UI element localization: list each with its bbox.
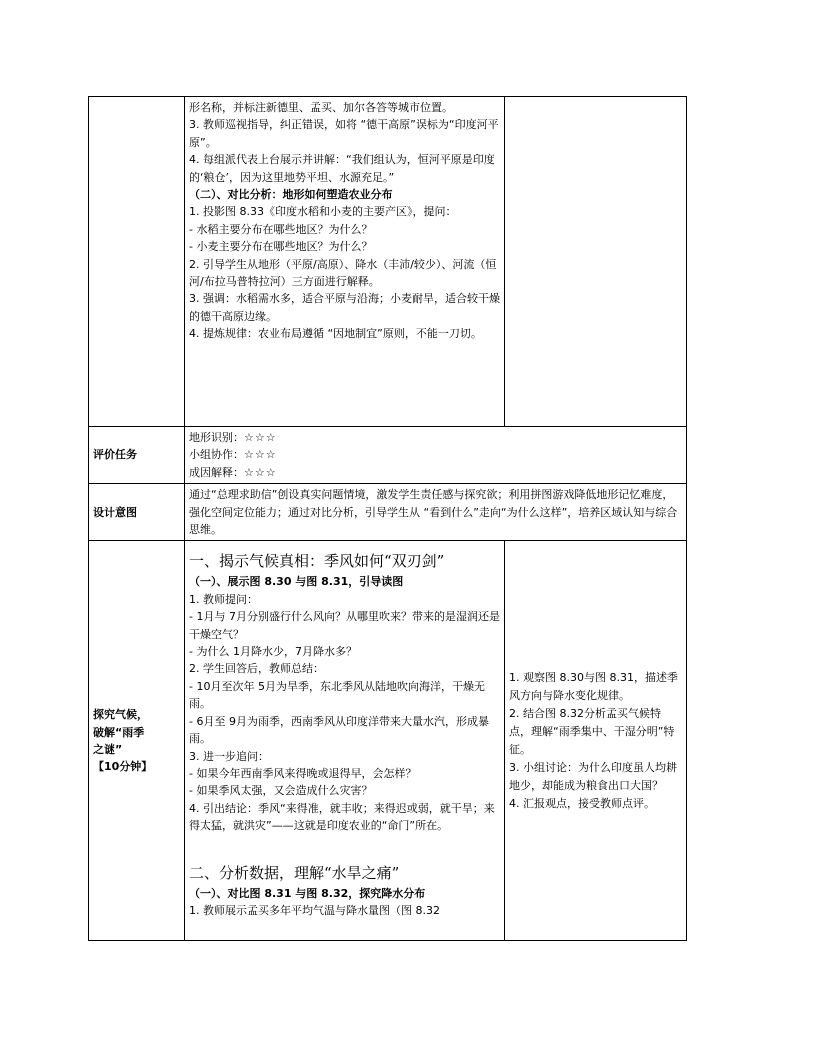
list-item: 3. 强调：水稻需水多，适合平原与沿海；小麦耐旱，适合较干燥的德干高原边缘。 [189,292,500,323]
row-label: 评价任务 [93,448,137,462]
lesson-plan-table [88,96,687,941]
list-item: 2. 引导学生从地形（平原/高原）、降水（丰沛/较少）、河流（恒河/布拉马普特拉河）三方面进行解释。 [189,257,497,289]
design-intent-cell [185,484,687,541]
evaluation-name: 地形识别： [189,431,244,444]
time-label: 【10分钟】 [93,760,153,774]
list-item: - 水稻主要分布在哪些地区？为什么？ [189,222,373,236]
row-label: 设计意图 [93,505,137,519]
teacher-activity-cell [185,541,505,941]
row-label: 探究气候， [93,708,148,722]
section-title: 二、分析数据，理解“水旱之痛” [189,863,400,882]
list-item: 4. 提炼规律：农业布局遵循 “因地制宜”原则，不能一刀切。 [189,327,482,341]
list-item: 2. 学生回答后，教师总结： [189,662,324,676]
section-title: 一、揭示气候真相：季风如何“双刃剑” [189,552,445,571]
star-rating: ☆☆☆ [244,448,277,462]
list-item: - 小麦主要分布在哪些地区？为什么？ [189,240,373,254]
table-row [89,97,687,427]
row-label-cell [89,541,185,941]
table-row [89,484,687,541]
table-row [89,541,687,941]
list-item: - 为什么 1月降水少，7月降水多？ [189,645,357,659]
list-item: 2. 结合图 8.32分析孟买气候特点，理解“雨季集中、干湿分明”特征。 [509,706,675,756]
student-activity-cell [505,97,687,427]
spacer [189,835,500,855]
list-item: 1. 教师提问： [189,592,258,606]
evaluation-cell [185,427,687,484]
evaluation-name: 成因解释： [189,465,244,479]
row-label: 之谜” [93,742,123,756]
list-item: 4. 汇报观点，接受教师点评。 [509,796,655,810]
paragraph: 通过“总理求助信”创设真实问题情境，激发学生责任感与探究欲；利用拼图游戏降低地形记忆难度，强化空间定位能力；通过对比分析，引导学生从 “看到什么”走向“为什么这样”，培养区域认知与综合思维。 [189,488,678,537]
row-label-cell [89,484,185,541]
section-heading: （一）、对比图 8.31 与图 8.32，探究降水分布 [189,886,426,900]
star-rating: ☆☆☆ [244,431,277,444]
list-item: - 如果季风太强，又会造成什么灾害？ [189,784,373,798]
table-row [89,427,687,484]
evaluation-item [189,446,682,463]
row-label-cell [89,97,185,427]
row-label-cell [89,427,185,484]
paragraph: 形名称，并标注新德里、孟买、加尔各答等城市位置。 [189,101,453,114]
teacher-activity-cell [185,97,505,427]
evaluation-name: 小组协作： [189,448,244,462]
student-activity-cell [505,541,687,941]
list-item: 1. 投影图 8.33《印度水稻和小麦的主要产区》，提问： [189,205,457,219]
star-rating: ☆☆☆ [244,465,277,479]
list-item: 1. 观察图 8.30与图 8.31，描述季风方向与降水变化规律。 [509,670,678,702]
evaluation-item [189,429,682,446]
list-item: - 6月至 9月为雨季，西南季风从印度洋带来大量水汽，形成暴雨。 [189,714,489,746]
list-item: 1. 教师展示孟买多年平均气温与降水量图（图 8.32 [189,903,440,917]
row-label: 破解“雨季 [93,725,145,739]
paragraph: 4. 每组派代表上台展示并讲解：“我们组认为，恒河平原是印度的‘粮仓’，因为这里地势平坦、水源充足。” [189,153,495,184]
evaluation-item [189,464,682,481]
list-item: - 1月与 7月分别盛行什么风向？从哪里吹来？带来的是湿润还是干燥空气？ [189,610,500,641]
list-item: 4. 引出结论：季风“来得准，就丰收；来得迟或弱，就干旱；来得太猛，就洪灾”——这就是印度农业的“命门”所在。 [189,801,495,833]
list-item: 3. 小组讨论：为什么印度虽人均耕地少，却能成为粮食出口大国？ [509,760,677,792]
section-heading: （二）、对比分析：地形如何塑造农业分布 [189,188,393,202]
list-item: - 如果今年西南季风来得晚或退得早，会怎样？ [189,766,417,780]
list-item: 3. 进一步追问： [189,749,269,763]
list-item: - 10月至次年 5月为旱季，东北季风从陆地吹向海洋，干燥无雨。 [189,679,485,711]
paragraph: 3. 教师巡视指导，纠正错误，如将 “德干高原”误标为“印度河平原”。 [189,118,499,149]
section-heading: （一）、展示图 8.30 与图 8.31，引导读图 [189,575,404,589]
